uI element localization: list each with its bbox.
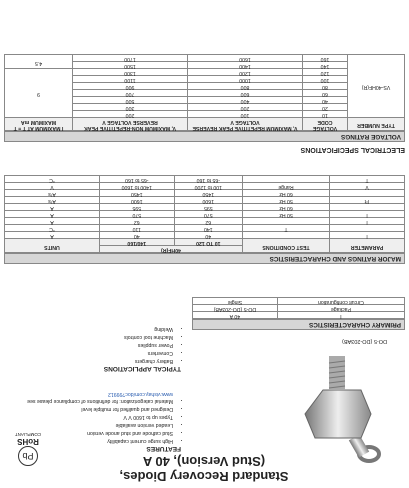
col-vrrm: V, MAXIMUM REPETITIVE PEAK REVERSE VOLTAGE V [188,118,303,131]
table-row [5,183,405,190]
table-row [5,211,405,218]
vrsm-cell: 200 [73,111,188,118]
voltage-code-cell: 140 [303,62,348,69]
rohs-label: RoHS [17,437,39,446]
value-b-cell: 62 [100,218,175,225]
col-series: 40HF(R) [100,246,243,253]
col-range-b: 140/160 [100,239,175,246]
condition-cell: 60 Hz [243,204,330,211]
voltage-code-cell: 120 [303,69,348,76]
units-cell: V [5,183,100,190]
primary-value-cell: DO-5 (DO-203AB) [193,305,278,312]
units-cell: A²s [5,190,100,197]
primary-value-cell: 40 A [193,312,278,319]
units-cell: °C [5,176,100,183]
vrsm-cell: 1500 [73,62,188,69]
primary-table [192,297,405,319]
value-a-cell: 140 [174,225,242,232]
condition-cell: 50 Hz [243,211,330,218]
title-line-1: Standard Recovery Diodes, [119,469,289,484]
units-cell: A [5,211,100,218]
major-table [4,175,405,253]
feature-item: • Types up to 1600 V V [5,413,173,421]
primary-characteristics [192,297,405,330]
applications-list [5,325,181,365]
value-a-cell: 62 [174,218,242,225]
units-cell: A [5,218,100,225]
table-row [193,298,405,305]
col-parameter: PARAMETER [330,239,405,253]
param-cell: I [330,232,405,239]
value-b-cell: -65 to 160 [100,176,175,183]
col-test-conditions: TEST CONDITIONS [243,239,330,253]
vrrm-cell: 800 [188,83,303,90]
units-cell: A [5,232,100,239]
primary-param-cell: Circuit configuration [277,298,404,305]
condition-cell: 50 Hz [243,197,330,204]
electrical-spec-heading: ELECTRICAL SPECIFICATIONS [300,146,405,153]
param-cell: V [330,183,405,190]
vrsm-cell: 900 [73,83,188,90]
feature-item: • Material categorization: for definitions of compliance please see [5,397,173,405]
major-ratings [4,175,405,264]
condition-cell: T [243,225,330,232]
vrsm-cell: 1300 [73,69,188,76]
condition-cell: 60 Hz [243,190,330,197]
param-cell [330,225,405,232]
vrrm-cell: 1000 [188,76,303,83]
lead-free-icon: Pb [18,446,38,466]
vrrm-cell: 400 [188,97,303,104]
application-item: • Machine tool controls [5,333,173,341]
type-number-cell: VS-40HF(R) [348,55,405,118]
units-cell: A²s [5,197,100,204]
features-section [5,391,181,452]
table-row [5,225,405,232]
compliance-link[interactable]: www.vishay.com/doc?99912 [107,390,173,397]
vrrm-cell: 1600 [188,55,303,62]
value-a-cell: 570 [174,211,242,218]
param-cell: T [330,176,405,183]
table-row [5,111,405,118]
feature-item: • Leaded version available [5,421,173,429]
col-vrsm: V, MAXIMUM NON-REPETITIVE PEAK REVERSE VOLTAGE V [73,118,188,131]
param-cell: I [330,211,405,218]
vrsm-cell: 500 [73,97,188,104]
value-b-cell: 570 [100,211,175,218]
table-row [193,312,405,319]
condition-cell [243,176,330,183]
application-item: • Battery chargers [5,357,173,365]
value-b-cell: 110 [100,225,175,232]
table-row [5,62,405,69]
value-a-cell: 595 [174,204,242,211]
page-title [99,454,309,484]
voltage-code-cell: 10 [303,111,348,118]
application-item: • Converters [5,349,173,357]
param-cell [330,204,405,211]
title-line-2: (Stud Version), 40 A [142,454,266,469]
col-range-a: 10 TO 120 [174,239,242,246]
table-row [5,197,405,204]
vrsm-cell: 300 [73,104,188,111]
param-cell [330,190,405,197]
value-b-cell: 1600 [100,197,175,204]
irrm-cell: 4.5 [5,55,73,69]
primary-param-cell: I [277,312,404,319]
voltage-code-cell: 160 [303,55,348,62]
units-cell: °C [5,225,100,232]
primary-value-cell: Single [193,298,278,305]
voltage-code-cell: 100 [303,76,348,83]
table-row [5,232,405,239]
table-row [193,305,405,312]
value-b-cell: 40 [100,232,175,239]
irrm-cell: 9 [5,69,73,118]
condition-cell [243,218,330,225]
diode-image [291,346,401,474]
col-voltage-code: VOLTAGE CODE [303,118,348,131]
application-item: • Welding [5,325,173,333]
vrrm-cell: 600 [188,90,303,97]
feature-item: • Designed and qualified for multiple level [5,405,173,413]
vrsm-cell: 700 [73,90,188,97]
param-cell: I [330,218,405,225]
value-a-cell: 40 [174,232,242,239]
table-row [5,176,405,183]
condition-cell: Range [243,183,330,190]
features-list [5,397,181,445]
table-row [5,204,405,211]
value-a-cell: -65 to 160 [174,176,242,183]
feature-item: • High surge current capability [5,437,173,445]
vrsm-cell: 1700 [73,55,188,62]
table-row [5,218,405,225]
package-caption: DO-5 (DO-203AB) [342,338,387,344]
primary-param-cell: Package [277,305,404,312]
value-b-cell: 1400 to 1600 [100,183,175,190]
voltage-table [4,54,405,131]
col-type-number: TYPE NUMBER [348,118,405,131]
value-a-cell: 1600 [174,197,242,204]
col-irrm: I MAXIMUM AT T = T MAXIMUM mA [5,118,73,131]
voltage-ratings [4,54,405,142]
applications-heading: TYPICAL APPLICATIONS [103,365,181,372]
vrrm-cell: 1400 [188,62,303,69]
voltage-code-cell: 80 [303,83,348,90]
value-b-cell: 595 [100,204,175,211]
application-item: • Power supplies [5,341,173,349]
voltage-code-cell: 60 [303,90,348,97]
col-units: UNITS [5,239,100,253]
units-cell: A [5,204,100,211]
major-heading: MAJOR RATINGS AND CHARACTERISTICS [4,253,405,264]
voltage-code-cell: 20 [303,104,348,111]
param-cell: I²t [330,197,405,204]
vrsm-cell: 1100 [73,76,188,83]
applications-section [5,325,181,372]
value-a-cell: 1450 [174,190,242,197]
features-heading: FEATURES [146,445,181,452]
primary-heading: PRIMARY CHARACTERISTICS [192,319,405,330]
vrrm-cell: 1200 [188,69,303,76]
condition-cell [243,232,330,239]
value-b-cell: 1450 [100,190,175,197]
table-row [5,190,405,197]
voltage-heading: VOLTAGE RATINGS [4,131,405,142]
vrrm-cell: 100 [188,111,303,118]
value-a-cell: 100 to 1200 [174,183,242,190]
voltage-code-cell: 40 [303,97,348,104]
vrrm-cell: 200 [188,104,303,111]
compliant-label: COMPLIANT [14,432,42,437]
feature-item: • Stud cathode and stud anode version [5,429,173,437]
